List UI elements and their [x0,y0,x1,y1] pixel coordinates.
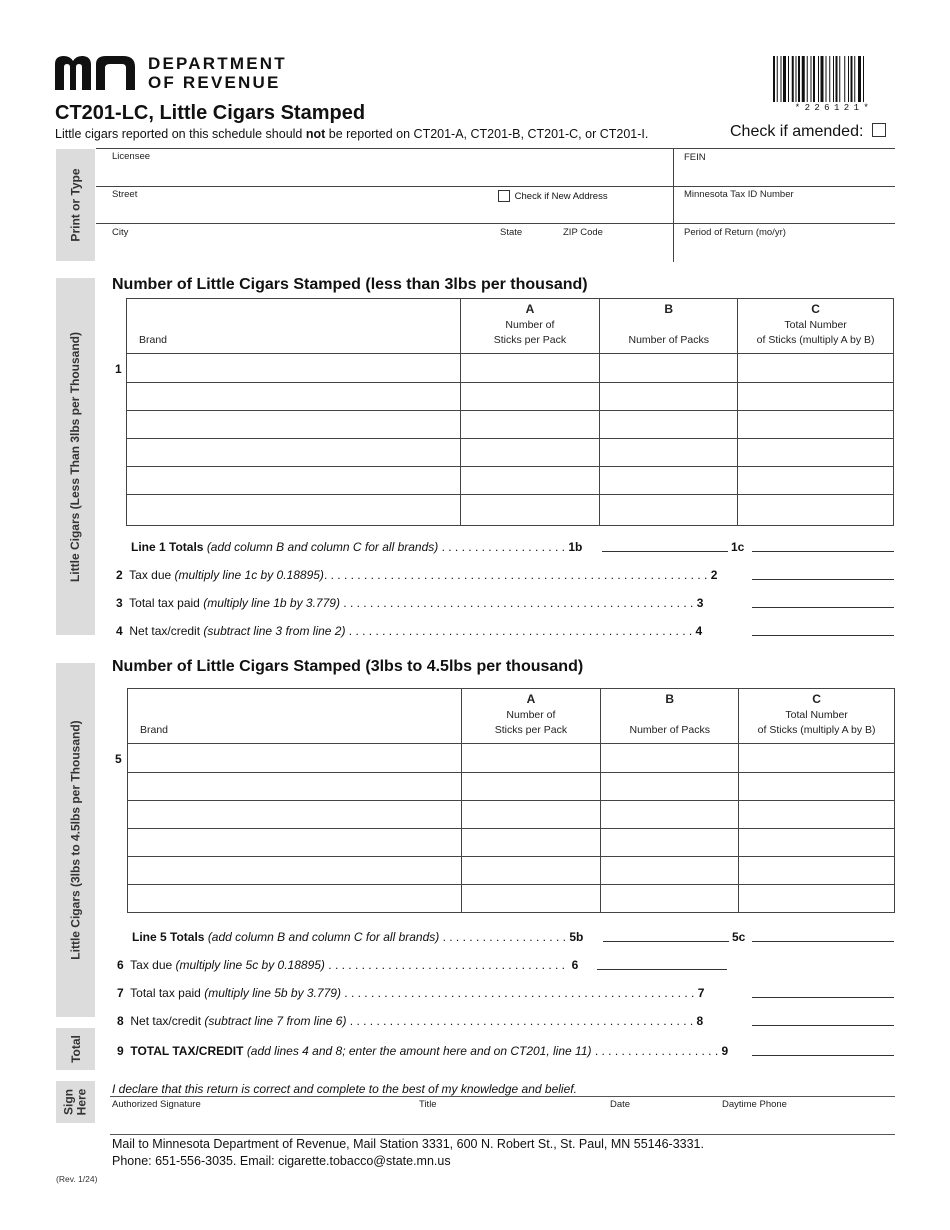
section2-sticks-per-pack-cell[interactable] [461,801,601,829]
line1c-input[interactable] [752,551,894,552]
barcode [773,56,895,113]
barcode-bar [818,56,819,102]
section2-entry-row [128,829,895,857]
section1-total-sticks-cell[interactable] [738,467,894,495]
section1-col-a-label1: Number of [505,319,555,331]
section1-sticks-per-pack-cell[interactable] [460,439,600,467]
line8-ref: 8 [696,1014,704,1028]
dept-line2: OF REVENUE [148,73,281,92]
section1-sticks-per-pack-cell[interactable] [460,495,600,526]
line2-dots: . . . . . . . . . . . . . . . . . . . . . . . . . . . . . . . . . . . . . . . . . . . . . . . . . . . . . . . . . . [323,568,708,582]
section2-packs-cell[interactable] [601,885,739,913]
barcode-bar [854,56,855,102]
section2-packs-cell[interactable] [601,829,739,857]
line7-input[interactable] [752,997,894,998]
line5-totals-bold: Line 5 Totals [132,930,205,944]
section2-col-c-label2: of Sticks (multiply A by B) [757,724,876,736]
section2-entry-row [128,773,895,801]
line7-italic: (multiply line 5b by 3.779) [204,986,341,1000]
signature-field[interactable] [110,1110,410,1134]
barcode-bar [807,56,808,102]
section1-entry-row [127,383,894,411]
street-field[interactable] [110,200,490,222]
date-field[interactable] [608,1110,713,1134]
line9-italic: (add lines 4 and 8; enter the amount here and on CT201, line 11) [246,1044,592,1058]
sidebar-total-label: Total [68,1035,83,1063]
new-address-group [498,190,608,202]
subtitle-post: be reported on CT201-A, CT201-B, CT201-C, or CT201-I. [325,127,649,141]
mn-revenue-logo [55,54,295,94]
sidebar-section1 [56,278,95,635]
section2-col-c-letter: C [812,692,821,706]
section1-packs-cell[interactable] [600,411,738,439]
footer-mailing [112,1136,704,1170]
barcode-bar [813,56,815,102]
address-top-rule [96,148,895,149]
section2-col-b-letter: B [665,692,675,706]
line9-ref: 9 [721,1044,729,1058]
section2-sticks-per-pack-cell[interactable] [461,885,601,913]
section2-col-b-label: Number of Packs [629,724,711,736]
zip-label: ZIP Code [563,227,603,238]
line1-totals-dots: . . . . . . . . . . . . . . . . . . . [438,540,565,554]
line3-input[interactable] [752,607,894,608]
line2-ref: 2 [710,568,718,582]
fein-label: FEIN [684,152,706,163]
period-label: Period of Return (mo/yr) [684,227,786,238]
line1-totals-bold: Line 1 Totals [131,540,204,554]
section2-packs-cell[interactable] [601,857,739,885]
section1-col-a [460,299,600,354]
line8-num: 8 [117,1014,124,1028]
dept-line1: DEPARTMENT [148,54,287,73]
section1-col-b-letter: B [664,302,674,316]
section2-col-c-label1: Total Number [785,709,848,721]
mn-logo-icon [55,56,135,90]
sign-top-rule [110,1096,895,1097]
line3-dots: . . . . . . . . . . . . . . . . . . . . . . . . . . . . . . . . . . . . . . . . . . . . . . . . . . . . . [339,596,694,610]
section2-packs-cell[interactable] [601,773,739,801]
section2-table [127,688,895,913]
section2-entry-row [128,744,895,773]
section1-sticks-per-pack-cell[interactable] [460,354,600,383]
line5b-ref: 5b [569,930,584,944]
section1-heading: Number of Little Cigars Stamped (less than 3lbs per thousand) [112,276,588,293]
line6-dots: . . . . . . . . . . . . . . . . . . . . . . . . . . . . . . . . . . . . [324,958,565,972]
sidebar-print-type [56,149,95,261]
line4-label [116,624,702,638]
barcode-bar [811,56,812,102]
section1-brand-cell[interactable] [127,495,461,526]
address-divider [673,148,674,262]
new-address-checkbox[interactable] [498,190,510,202]
section1-brand-cell[interactable] [127,439,461,467]
line6-input[interactable] [597,969,727,970]
city-field[interactable] [110,238,490,260]
section2-col-a [461,689,601,744]
barcode-bar [863,56,864,102]
line4-dots: . . . . . . . . . . . . . . . . . . . . . . . . . . . . . . . . . . . . . . . . . . . . . . . . . . . . [345,624,693,638]
line2-num: 2 [116,568,123,582]
line3-ref: 3 [696,596,704,610]
section2-entry-row [128,801,895,829]
line6-text: Tax due [130,958,173,972]
address-rule-1 [96,186,895,187]
line2-input[interactable] [752,579,894,580]
barcode-bar [773,56,775,102]
form-subtitle [55,127,648,141]
section2-col-brand: Brand [128,689,462,744]
declaration-text: I declare that this return is correct and complete to the best of my knowledge and belief. [112,1082,577,1096]
section1-table [126,298,894,526]
section1-packs-cell[interactable] [600,354,738,383]
section2-col-c [739,689,895,744]
section1-entry-row [127,411,894,439]
barcode-bar [783,56,786,102]
sidebar-section2-label: Little Cigars (3lbs to 4.5lbs per Thousand) [68,720,83,960]
subtitle-pre: Little cigars reported on this schedule should [55,127,306,141]
section1-col-c-letter: C [811,302,820,316]
section1-sticks-per-pack-cell[interactable] [460,411,600,439]
section2-sticks-per-pack-cell[interactable] [461,773,601,801]
line9-dots: . . . . . . . . . . . . . . . . . . . [591,1044,719,1058]
form-title: CT201-LC, Little Cigars Stamped [55,102,366,124]
zip-field[interactable] [561,238,669,260]
section2-entry-row [128,857,895,885]
section1-brand-cell[interactable] [127,467,461,495]
section1-total-sticks-cell[interactable] [738,411,894,439]
barcode-bar [836,56,838,102]
licensee-label: Licensee [112,151,151,162]
sidebar-section2 [56,663,95,1017]
line6-label [117,958,578,972]
barcode-bar [792,56,794,102]
section1-col-c-label2: of Sticks (multiply A by B) [756,334,875,346]
barcode-bar [858,56,861,102]
section1-packs-cell[interactable] [600,439,738,467]
section2-row-number: 5 [115,752,122,766]
line1-totals-italic: (add column B and column C for all brands) [206,540,439,554]
sign-bottom-rule [110,1134,895,1135]
section2-total-sticks-cell[interactable] [739,744,895,773]
title-field[interactable] [417,1110,602,1134]
section2-brand-cell[interactable] [128,801,462,829]
section1-brand-cell[interactable] [127,383,461,411]
barcode-number: *226121* [794,103,874,113]
section2-header-row [128,689,895,744]
address-rule-2 [96,223,895,224]
line9-input[interactable] [752,1055,894,1056]
section2-total-sticks-cell[interactable] [739,829,895,857]
line6-italic: (multiply line 5c by 0.18895) [175,958,325,972]
line5-totals-dots: . . . . . . . . . . . . . . . . . . . [439,930,566,944]
line2-italic: (multiply line 1c by 0.18895) [174,568,324,582]
mn-tax-id-field[interactable] [682,200,892,222]
section2-col-b [601,689,739,744]
line5-totals-label [132,930,583,944]
section1-total-sticks-cell[interactable] [738,354,894,383]
section1-entry-row [127,495,894,526]
line1b-input[interactable] [602,551,728,552]
line7-num: 7 [117,986,124,1000]
section1-col-c-label1: Total Number [784,319,847,331]
barcode-bar [788,56,789,102]
section1-col-brand: Brand [127,299,461,354]
mn-tax-id-label: Minnesota Tax ID Number [684,189,794,200]
section2-total-sticks-cell[interactable] [739,801,895,829]
date-label: Date [610,1099,631,1110]
sidebar-sign-label: Sign Here [61,1088,89,1116]
line1b-ref: 1b [568,540,583,554]
section1-col-b-label: Number of Packs [628,334,710,346]
line5b-input[interactable] [603,941,729,942]
line2-label [116,568,717,582]
section2-packs-cell[interactable] [601,744,739,773]
barcode-bar [844,56,845,102]
sidebar-sign [56,1081,95,1123]
barcode-bar [821,56,824,102]
footer-mail-line: Mail to Minnesota Department of Revenue, Mail Station 3331, 600 N. Robert St., St. Paul, MN 55146-3331. [112,1137,704,1151]
section1-entry-row [127,467,894,495]
section2-brand-cell[interactable] [128,744,462,773]
line3-italic: (multiply line 1b by 3.779) [203,596,340,610]
section1-entry-row [127,354,894,383]
barcode-bar [851,56,853,102]
section2-packs-cell[interactable] [601,801,739,829]
licensee-field[interactable] [110,164,670,186]
section2-brand-cell[interactable] [128,885,462,913]
section1-total-sticks-cell[interactable] [738,439,894,467]
city-label: City [112,227,129,238]
barcode-bar [839,56,840,102]
footer-phone-line: Phone: 651-556-3035. Email: cigarette.tobacco@state.mn.us [112,1154,451,1168]
state-label: State [500,227,523,238]
line3-num: 3 [116,596,123,610]
section2-col-a-label2: Sticks per Pack [494,724,568,736]
barcode-bar [848,56,849,102]
state-field[interactable] [498,238,556,260]
barcode-icon [773,56,895,102]
barcode-bar [833,56,834,102]
line8-italic: (subtract line 7 from line 6) [204,1014,347,1028]
section2-brand-cell[interactable] [128,857,462,885]
line8-dots: . . . . . . . . . . . . . . . . . . . . . . . . . . . . . . . . . . . . . . . . . . . . . . . . . . . . [346,1014,694,1028]
amended-group [730,123,886,141]
amended-checkbox[interactable] [872,123,886,137]
line5c-ref: 5c [732,930,746,944]
line5-totals-italic: (add column B and column C for all brands) [207,930,440,944]
line4-ref: 4 [695,624,703,638]
section2-heading: Number of Little Cigars Stamped (3lbs to 4.5lbs per thousand) [112,658,584,675]
line4-text: Net tax/credit [129,624,201,638]
line7-label [117,986,704,1000]
section1-col-a-label2: Sticks per Pack [493,334,567,346]
line5c-input[interactable] [752,941,894,942]
phone-field[interactable] [720,1110,892,1134]
section1-packs-cell[interactable] [600,383,738,411]
fein-field[interactable] [682,164,892,186]
section1-total-sticks-cell[interactable] [738,495,894,526]
section2-total-sticks-cell[interactable] [739,857,895,885]
line9-label [117,1044,728,1058]
sidebar-print-label: Print or Type [68,168,83,242]
section1-packs-cell[interactable] [600,495,738,526]
line3-label [116,596,703,610]
section2-total-sticks-cell[interactable] [739,885,895,913]
line9-bold: TOTAL TAX/CREDIT [130,1044,244,1058]
signature-label: Authorized Signature [112,1099,201,1110]
section1-brand-cell[interactable] [127,354,461,383]
line6-num: 6 [117,958,124,972]
section2-entry-row [128,885,895,913]
line4-num: 4 [116,624,123,638]
line6-ref: 6 [571,958,579,972]
section1-row-number: 1 [115,362,122,376]
dept-name [148,54,287,92]
barcode-bar [798,56,800,102]
barcode-bar [781,56,782,102]
section1-entry-row [127,439,894,467]
line9-num: 9 [117,1044,124,1058]
line7-dots: . . . . . . . . . . . . . . . . . . . . . . . . . . . . . . . . . . . . . . . . . . . . . . . . . . . . . [340,986,695,1000]
new-address-label: Check if New Address [514,190,608,202]
line1c-ref: 1c [731,540,745,554]
line8-input[interactable] [752,1025,894,1026]
section2-total-sticks-cell[interactable] [739,773,895,801]
line8-label [117,1014,703,1028]
section1-col-a-letter: A [525,302,535,316]
section2-sticks-per-pack-cell[interactable] [461,744,601,773]
revision-label: (Rev. 1/24) [56,1174,98,1184]
section2-sticks-per-pack-cell[interactable] [461,857,601,885]
section1-sticks-per-pack-cell[interactable] [460,383,600,411]
street-label: Street [112,189,138,200]
barcode-bar [777,56,778,102]
line7-text: Total tax paid [130,986,201,1000]
title-label: Title [419,1099,437,1110]
period-field[interactable] [682,238,892,260]
sidebar-total [56,1028,95,1070]
sidebar-section1-label: Little Cigars (Less Than 3lbs per Thousand) [68,331,83,582]
section2-col-a-letter: A [526,692,536,706]
section1-col-b [600,299,738,354]
section1-col-c [738,299,894,354]
line4-input[interactable] [752,635,894,636]
section2-brand-cell[interactable] [128,829,462,857]
section1-total-sticks-cell[interactable] [738,383,894,411]
section1-header-row [127,299,894,354]
amended-label: Check if amended: [730,123,864,140]
section2-sticks-per-pack-cell[interactable] [461,829,601,857]
subtitle-bold: not [305,127,326,141]
section2-col-a-label1: Number of [506,709,556,721]
barcode-bar [829,56,830,102]
barcode-bar [826,56,827,102]
line8-text: Net tax/credit [130,1014,202,1028]
phone-label: Daytime Phone [722,1099,787,1110]
line3-text: Total tax paid [129,596,200,610]
barcode-bar [796,56,797,102]
barcode-bar [802,56,805,102]
section1-packs-cell[interactable] [600,467,738,495]
line7-ref: 7 [697,986,705,1000]
line4-italic: (subtract line 3 from line 2) [203,624,346,638]
line1-totals-label [131,540,582,554]
section1-brand-cell[interactable] [127,411,461,439]
line2-text: Tax due [129,568,172,582]
section1-sticks-per-pack-cell[interactable] [460,467,600,495]
section2-brand-cell[interactable] [128,773,462,801]
